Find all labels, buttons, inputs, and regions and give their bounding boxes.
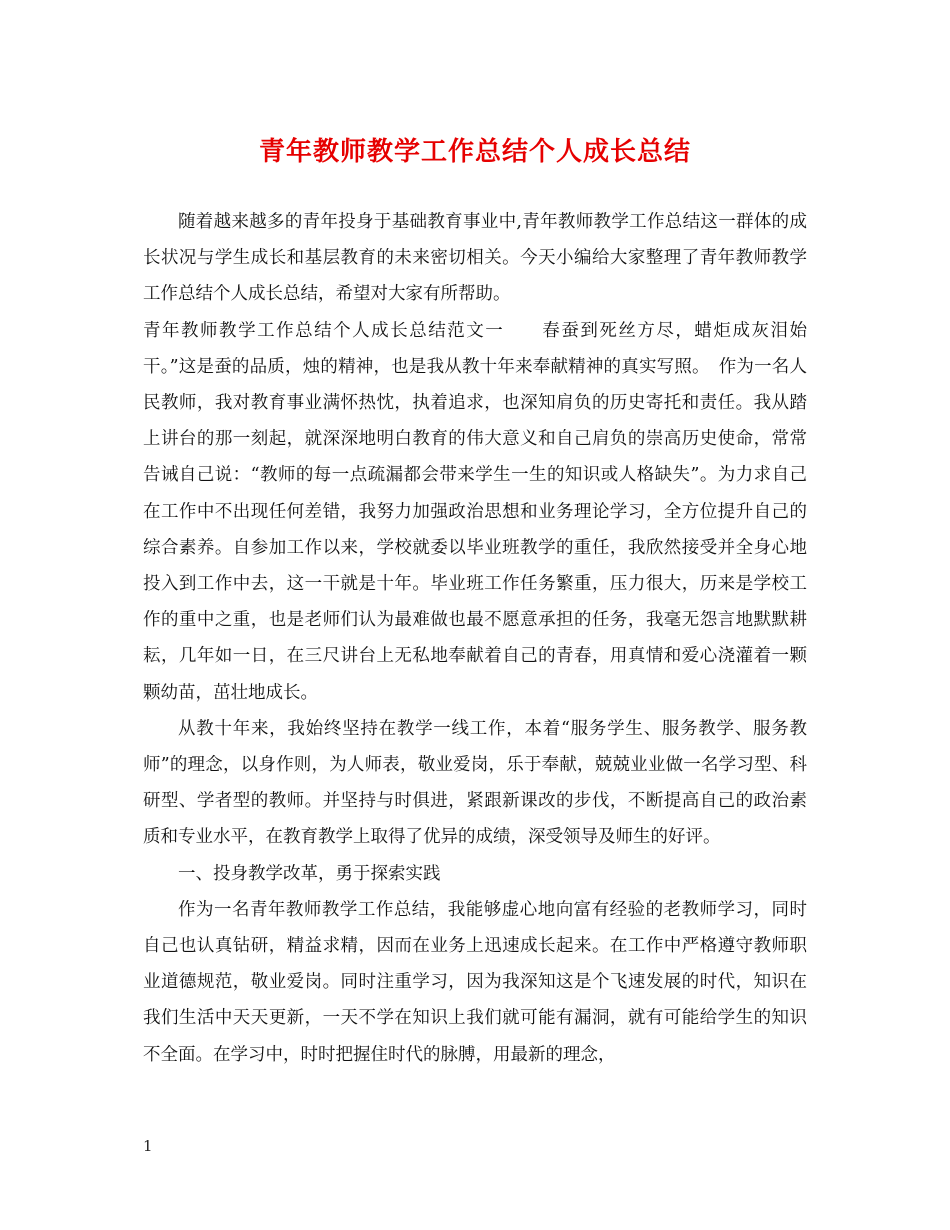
- paragraph-sample-one: 青年教师教学工作总结个人成长总结范文一 春蚕到死丝方尽，蜡炬成灰泪始干。”这是蚕的品质，烛的精神，也是我从教十年来奉献精神的真实写照。 作为一名人民教师，我对教育事业满怀热忱，执着追求，也深知肩负的历史寄托和责任。我从踏上讲台的那一刻起，就深深地明白教育的伟大意义和自己肩负的崇高历史使命，常常告诫自己说：“教师的每一点疏漏都会带来学生一生的知识或人格缺失”。为力求自己在工作中不出现任何差错，我努力加强政治思想和业务理论学习，全方位提升自己的综合素养。自参加工作以来，学校就委以毕业班教学的重任，我欣然接受并全身心地投入到工作中去，这一干就是十年。毕业班工作任务繁重，压力很大，历来是学校工作的重中之重，也是老师们认为最难做也最不愿意承担的任务，我毫无怨言地默默耕耘，几年如一日，在三尺讲台上无私地奉献着自己的青春，用真情和爱心浇灌着一颗颗幼苗，茁壮地成长。: [143, 320, 807, 703]
- document-title: 青年教师教学工作总结个人成长总结: [258, 137, 691, 167]
- section-heading-one: 一、投身教学改革，勇于探索实践: [178, 863, 441, 884]
- page-number: 1: [143, 1137, 153, 1155]
- paragraph-intro: 随着越来越多的青年投身于基础教育事业中,青年教师教学工作总结这一群体的成长状况与学生成长和基层教育的未来密切相关。今天小编给大家整理了青年教师教学工作总结个人成长总结，希望对大家有所帮助。: [143, 212, 807, 305]
- paragraph-learning: 作为一名青年教师教学工作总结，我能够虚心地向富有经验的老教师学习，同时自己也认真钻研，精益求精，因而在业务上迅速成长起来。在工作中严格遵守教师职业道德规范，敬业爱岗。同时注重学习，因为我深知这是个飞速发展的时代，知识在我们生活中天天更新，一天不学在知识上我们就可能有漏洞，就有可能给学生的知识不全面。在学习中，时时把握住时代的脉膊，用最新的理念，: [143, 899, 807, 1065]
- paragraph-ten-years: 从教十年来，我始终坚持在教学一线工作，本着“服务学生、服务教学、服务教师”的理念，以身作则，为人师表，敬业爱岗，乐于奉献，兢兢业业做一名学习型、科研型、学者型的教师。并坚持与时俱进，紧跟新课改的步伐，不断提高自己的政治素质和专业水平，在教育教学上取得了优异的成绩，深受领导及师生的好评。: [143, 718, 807, 848]
- document-body: [143, 204, 807, 1073]
